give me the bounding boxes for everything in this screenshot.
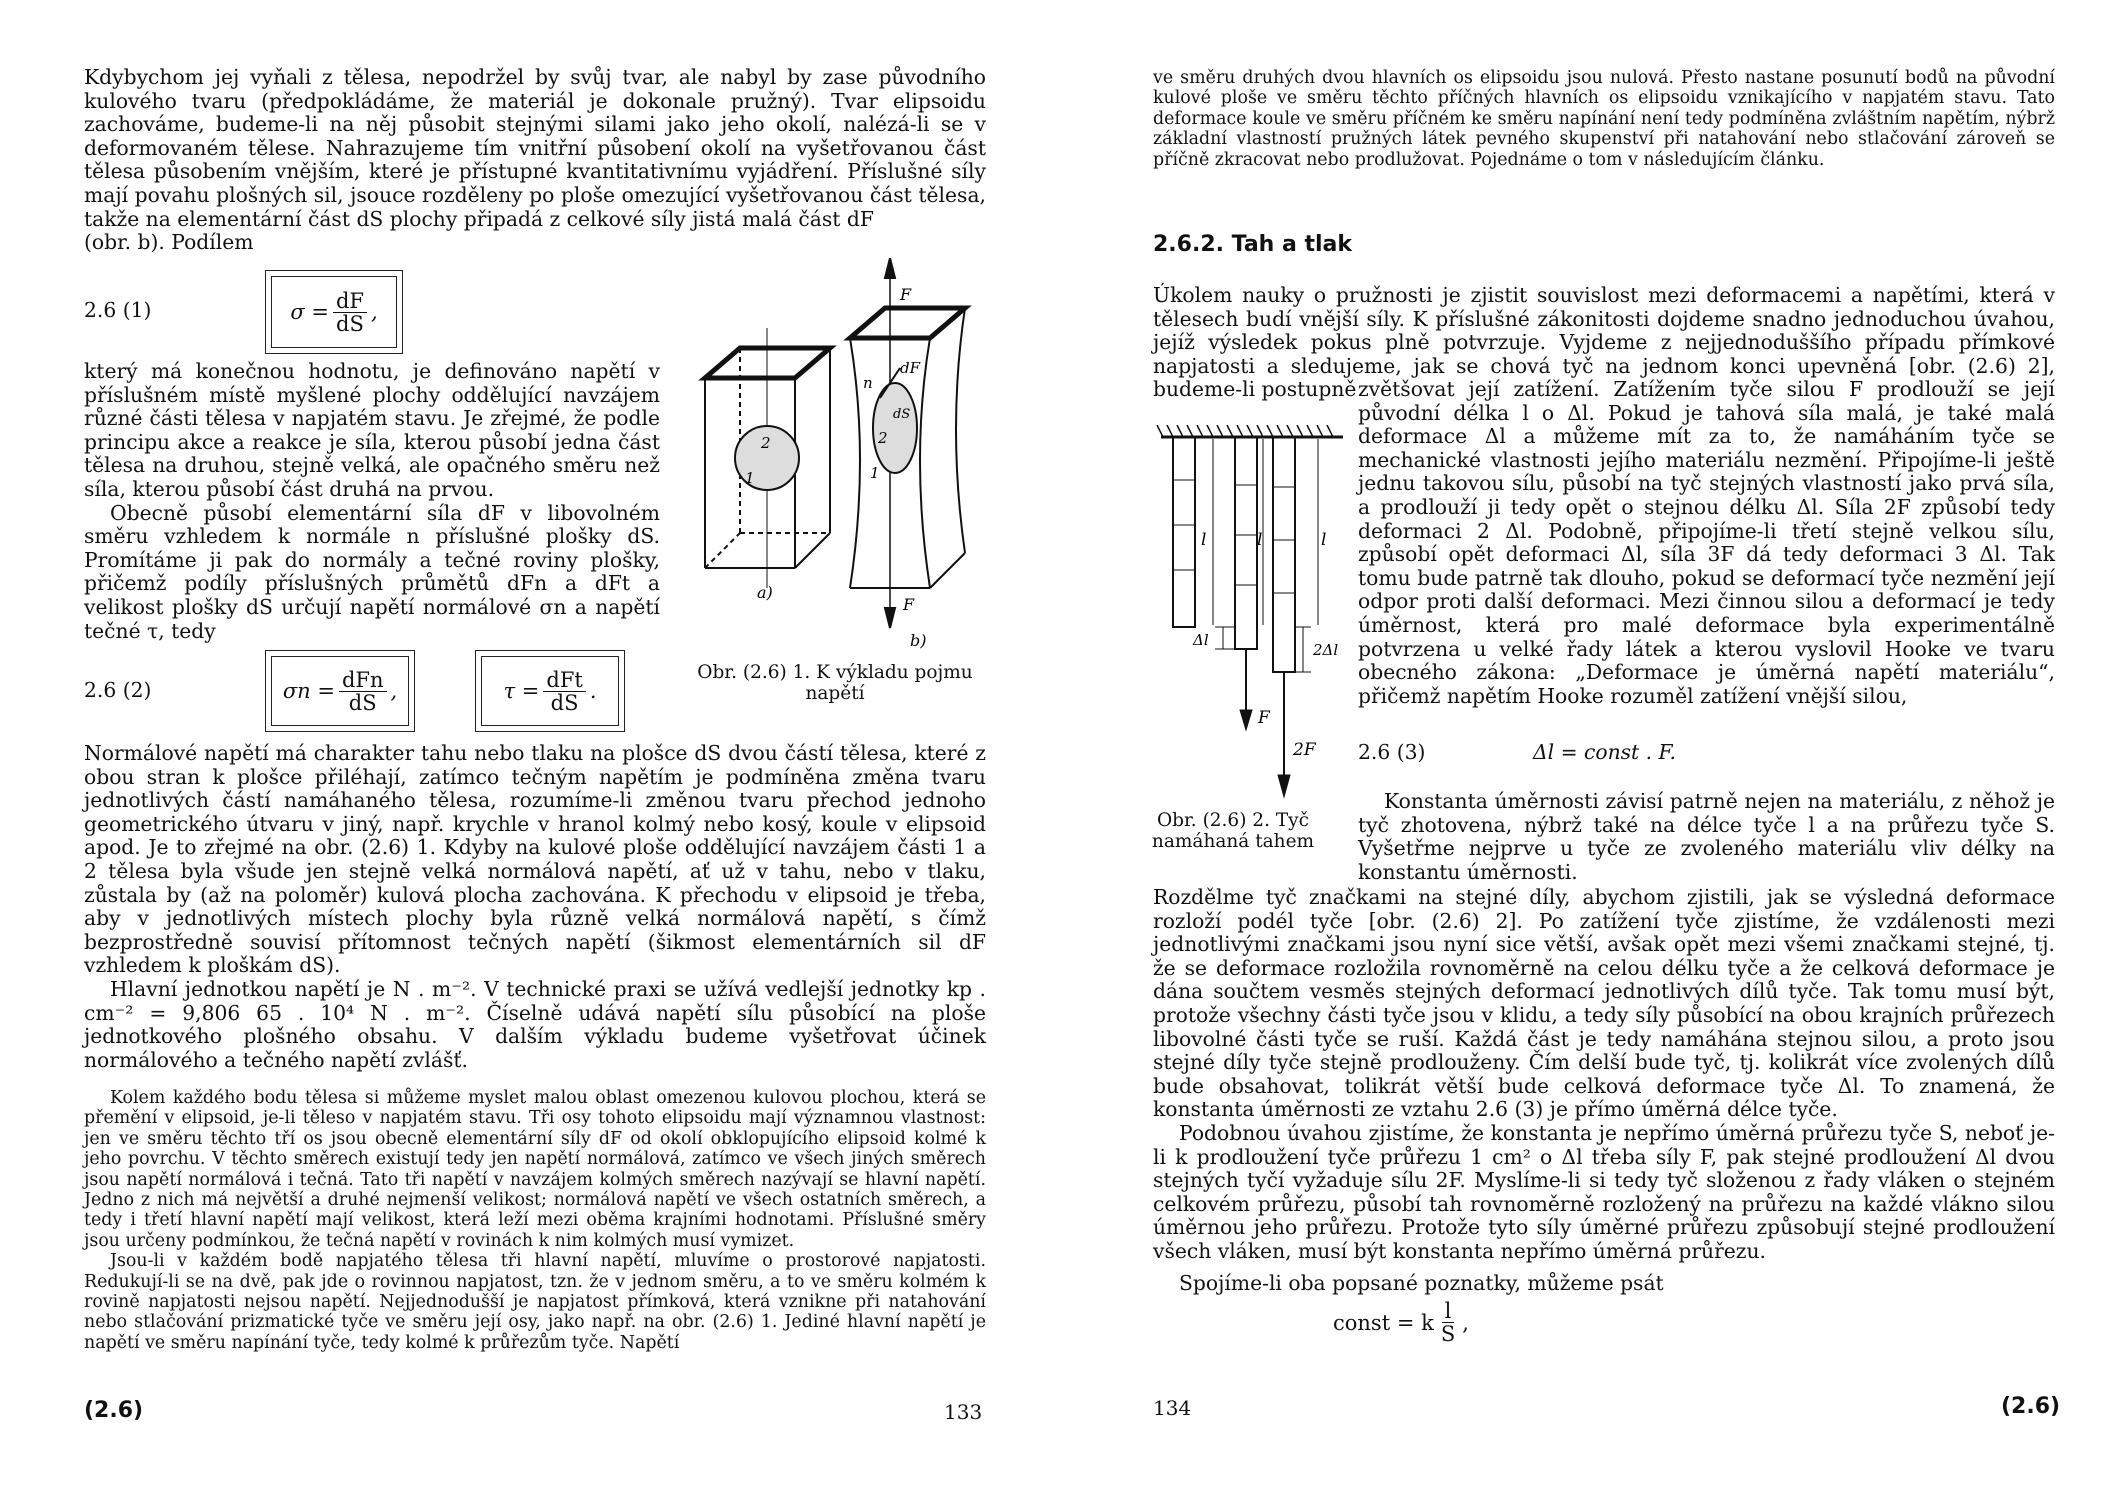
eq3: Δl = const . F. <box>1533 740 1676 764</box>
fig1-label-F-top: F <box>900 285 912 304</box>
right-para-2a: Konstanta úměrnosti závisí patrně nejen na materiálu, z něhož je tyč zhotovena, nýbrž také na délce tyče l a na průřezu tyče S. Vyšetřme nejprve u tyče ze zvoleného materiálu vliv délky na konstantu úměrnosti. <box>1358 789 2055 884</box>
right-para-2b: Rozdělme tyč značkami na stejné díly, abychom zjistili, jak se výsledná deformace rozloží podél tyče [obr. (2.6) 2]. Po zatížení tyče zjistíme, že vzdálenosti mezi jednotlivými značkami jsou nyní sice větší, avšak opět mezi všemi značkami stejné, tj. že se deformace rozložila rovnoměrně na celou délku tyče a že celková deformace je dána součtem vesměs stejných deformací jednotlivých dílů tyče. Tak tomu musí být, protože všechny části tyče jsou v klidu, a tedy síly působící na obou krajních průřezech libovolné části tyče se ruší. Každá část je tedy namáhána stejnou silou, a proto jsou stejné díly tyče stejně prodlouženy. Čím delší bude tyč, tj. kolikrát více zvolených dílů bude obsahovat, tolikrát větší bude celková deformace tyče Δl. To znamená, že konstanta úměrnosti ze vztahu 2.6 (3) je přímo úměrná délce tyče. Podobnou úvahou zjistíme, že konstanta je nepřímo úměrná průřezu tyče S, neboť je-li k prodloužení tyče průřezu 1 cm² o Δl třeba síly F, pak stejné prodloužení Δl dvou stejných tyčí vyžaduje sílu 2F. Myslíme-li si tedy tyč složenou z řady vláken o stejném celkovém průřezu, působí tah rovnoměrně rozložený na průřezu na každé vlákno silou úměrnou jeho průřezu. Protože tyto síly úměrné průřezu způsobují stejné prodloužení všech vláken, musí být konstanta nepřímo úměrná průřezu. Spojíme-li oba popsané poznatky, můžeme psát <box>1153 885 2055 1295</box>
fig2-label-l3: l <box>1321 530 1327 550</box>
fig1-label-1a: 1 <box>745 469 755 487</box>
fig2-label-dl: Δl <box>1193 631 1209 649</box>
fig1-label-dF: dF <box>900 359 921 377</box>
right-section-marker: (2.6) <box>2001 1394 2061 1419</box>
fig1-label-2b: 2 <box>878 429 888 447</box>
fig1-block-a <box>705 328 830 588</box>
fig1-label-F-bottom: F <box>903 595 915 614</box>
fig1-label-b: b) <box>910 631 927 650</box>
left-para-2: který má konečnou hodnotu, je definováno napětí v příslušném místě myšlené plochy oddělující navzájem různé části tělesa v napjatém stavu. Je zřejmé, že podle principu akce a reakce je síla, kterou působí jedna část tělesa na druhou, stejně velká, ale opačného směru než síla, kterou působí část druhá na prvou. Obecně působí elementární síla dF v libovolném směru vzhledem k normále n příslušné plošky dS. Promítáme ji pak do normály a tečné roviny plošky, přičemž podíly příslušných průmětů dFn a dFt a velikost plošky dS určují napětí normálové σn a napětí tečné τ, tedy <box>84 359 660 643</box>
fig1-label-2a: 2 <box>761 434 771 452</box>
figure-2-caption: Obr. (2.6) 2. Tyč namáhaná tahem <box>1151 810 1315 852</box>
left-section-marker: (2.6) <box>84 1398 144 1423</box>
right-para-1b: zvětšovat její zatížení. Zatížením tyče silou F prodlouží se její původní délka l o Δl. Pokud je tahová síla malá, je také malá deformace Δl a můžeme mít za to, že namáháním tyče se mechanické vlastnosti jejího materiálu nezmění. Připojíme-li ještě jednu takovou sílu, působí na tyč stejných vlastností jako prvá síla, a prodlouží ji tedy opět o stejnou délku Δl. Síla 2F způsobí tedy deformaci 2 Δl. Podobně, připojíme-li třetí stejně velkou sílu, způsobí opět deformaci Δl, síla 3F dá tedy deformaci 3 Δl. Tak tomu bude patrně tak dlouho, pokud se deformací tyče nezmění její odpor proti další deformaci. Mezi činnou silou a deformací je tedy úměrnost, která pro malé deformace byla experimentálně potvrzena u velké řady látek a kterou vyslovil Hooke ve tvaru obecného zákona: „Deformace je úměrná napětí materiálu“, přičemž napětím Hooke rozuměl zatížení vnější silou, <box>1358 377 2055 708</box>
eq2-label: 2.6 (2) <box>84 678 152 702</box>
eq2a-box: σn = $\frac{\text{dFn}}{dS}$ , <box>265 650 415 732</box>
fig2-label-2dl: 2Δl <box>1313 641 1339 659</box>
figure-1-caption: Obr. (2.6) 1. K výkladu pojmu napětí <box>697 662 973 704</box>
eq4: const = k $\frac{l}{S}$ , <box>1333 1299 1469 1346</box>
eq2b-box: τ = $\frac{\text{dFt}}{dS}$ . <box>475 650 625 732</box>
fig2-label-2F: 2F <box>1293 740 1316 760</box>
eq1-box: σ = $\frac{dF}{dS}$ , <box>265 270 403 354</box>
eq1-lhs: σ = <box>290 300 329 324</box>
left-para-1: Kdybychom jej vyňali z tělesa, nepodržel by svůj tvar, ale nabyl by zase původního kulového tvaru (předpokládáme, že materiál je dokonale pružný). Tvar elipsoidu zachováme, budeme-li na něj působit stejnými silami jako jeho okolí, nalézá-li se v deformovaném tělese. Nahrazujeme tím vnitřní působení okolí na vyšetřovanou část tělesa působením vnějším, které je přístupné kvantitativnímu vyjádření. Příslušné síly mají povahu plošných sil, jsouce rozděleny po ploše omezující vyšetřovanou část tělesa, takže na elementární část dS plochy připadá z celkové síly jistá malá část dF (obr. b). Podílem <box>84 65 986 255</box>
right-small-cont: ve směru druhých dvou hlavních os elipsoidu jsou nulová. Přesto nastane posunutí bodů na původní kulové ploše ve směru těchto příčných hlavních os elipsoidu vznikajícího v napjatém stavu. Tato deformace koule ve směru příčném ke směru napínání není tedy podmíněna zvláštním napětím, nýbrž základní vlastností pružných látek pevného skupenství při natahování nebo stlačování zároveň se příčně zkracovat nebo prodlužovat. Pojednáme o tom v následujícím článku. <box>1153 68 2055 170</box>
eq1-label: 2.6 (1) <box>84 298 152 322</box>
fig1-label-dS: dS <box>893 407 911 422</box>
eq3-label: 2.6 (3) <box>1358 740 1426 764</box>
right-para-1: Úkolem nauky o pružnosti je zjistit souvislost mezi deformacemi a napětími, která v tělesech budí vnější síly. K příslušné zákonitosti dojdeme snadno jednoduchou úvahou, jejíž výsledek pokus plně potvrzuje. Vyjdeme z nejjednoduššího případu přímkové napjatosti a sledujeme, jak se chová tyč na jednom konci upevněná [obr. (2.6) 2], budeme-li postupně <box>1153 283 2055 402</box>
right-page-number: 134 <box>1153 1396 1192 1420</box>
left-small-text: Kolem každého bodu tělesa si můžeme myslet malou oblast omezenou kulovou plochou, která se přemění v elipsoid, je-li těleso v napjatém stavu. Tři osy tohoto elipsoidu mají významnou vlastnost: jen ve směru těchto tří os jsou obecně elementární síly dF od okolí obklopujícího elipsoid kolmé k jeho povrchu. V těchto směrech existují tedy jen napětí normálová, zatímco ve všech jiných směrech jsou napětí normálová i tečná. Tato tři napětí v navzájem kolmých směrech nazývají se hlavní napětí. Jedno z nich má největší a druhé nejmenší velikost; normálová napětí ve všech ostatních směrech, a tedy i třetí hlavní napětí mají velikost, která leží mezi oběma krajními hodnotami. Příslušné směry jsou určeny podmínkou, že tečná napětí v rovinách k nim kolmých musí vymizet. Jsou-li v každém bodě napjatého tělesa tři hlavní napětí, mluvíme o prostorové napjatosti. Redukují-li se na dvě, pak jde o rovinnou napjatost, tzn. že v jednom směru, a to ve směru kolmém k rovině napjatosti nejsou napětí. Nejjednodušší je napjatost přímková, která vznikne při natahování nebo stlačování prizmatické tyče ve směru její osy, jako např. na obr. (2.6) 1. Jediné hlavní napětí je napětí ve směru napínání tyče, tedy kolmé k průřezům tyče. Napětí <box>84 1088 986 1353</box>
fig2-label-F: F <box>1258 708 1270 728</box>
left-page-number: 133 <box>944 1400 983 1424</box>
fig2-label-l2: l <box>1257 530 1263 550</box>
eq1-den: dS <box>336 311 364 336</box>
fig1-label-a: a) <box>757 583 773 602</box>
fig1-label-1b: 1 <box>870 464 880 482</box>
figure-2-rod <box>1153 425 1353 805</box>
right-page <box>1063 0 2126 1500</box>
left-para-4: Normálové napětí má charakter tahu nebo tlaku na plošce dS dvou částí tělesa, které z obou stran k plošce přiléhají, zatímco tečným napětím je podmíněna změna tvaru jednotlivých částí namáhaného tělesa, rozumíme-li změnou tvaru přechod jednoho geometrického útvaru v jiný, např. krychle v hranol kolmý nebo kosý, koule v elipsoid apod. Je to zřejmé na obr. (2.6) 1. Kdyby na kulové ploše oddělující navzájem části 1 a 2 tělesa byla všude jen stejně velká normálová napětí, ať už v tahu, nebo v tlaku, zůstala by (až na poloměr) kulová plocha zachována. K přechodu v elipsoid je třeba, aby v jednotlivých místech plochy byla různě velká normálová napětí, s čímž bezprostředně souvisí přítomnost tečných napětí (šikmost elementárních sil dF vzhledem k ploškám dS). Hlavní jednotkou napětí je N . m⁻². V technické praxi se užívá vedlejší jednotky kp . cm⁻² = 9,806 65 . 10⁴ N . m⁻². Číselně udává napětí sílu působící na ploše jednotkového plošného obsahu. V dalším výkladu budeme vyšetřovat účinek normálového a tečného napětí zvlášť. <box>84 741 986 1072</box>
fig1-label-n: n <box>863 374 873 392</box>
eq1-num: dF <box>333 290 367 313</box>
figure-1-stress <box>685 258 995 658</box>
fig2-label-l1: l <box>1201 530 1207 550</box>
fig1-block-b <box>850 258 965 628</box>
section-heading: 2.6.2. Tah a tlak <box>1153 232 1353 257</box>
